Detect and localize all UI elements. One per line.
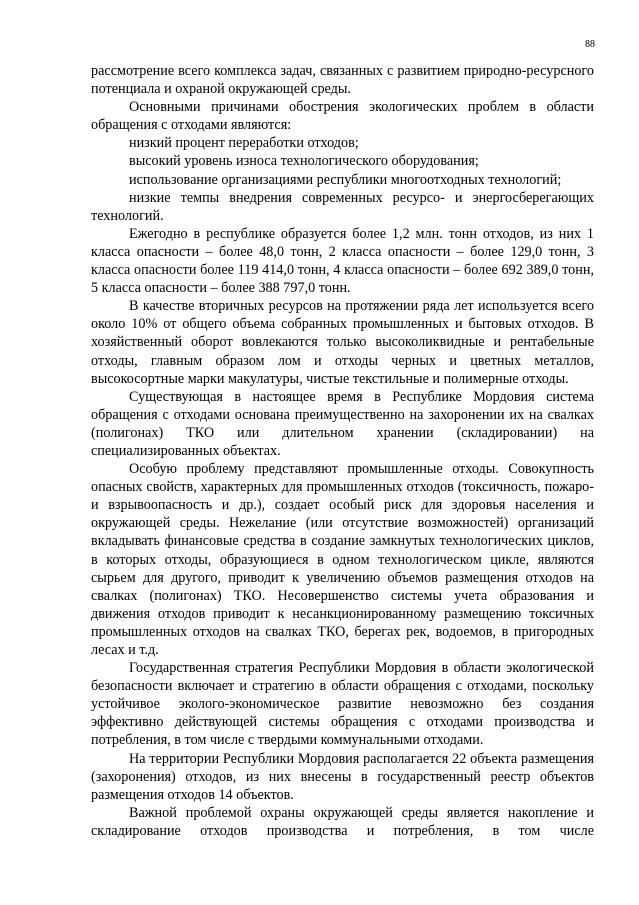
page-number: 88 [585, 39, 595, 50]
paragraph: Ежегодно в республике образуется более 1,2 млн. тонн отходов, из них 1 класса опасности – более 48,0 тонн, 2 класса опасности – более 129,0 тонн, 3 класса опасности более 119 414,0 тонн, 4 класса опасности – более 692 389,0 тонн, 5 класса опасности – более 388 797,0 тонн. [91, 225, 594, 297]
list-item: использование организациями республики многоотходных технологий; [129, 171, 562, 188]
paragraph: Важной проблемой охраны окружающей среды является накопление и складирование отходов производства и потребления, в том числе [91, 804, 594, 839]
paragraph: Государственная стратегия Республики Мордовия в области экологической безопасности включает и стратегию в области обращения с отходами, поскольку устойчивое эколого-экономическое развитие невозможно без создания эффективно действующей системы обращения с отходами производства и потребления, в том числе с твердыми коммунальными отходами. [91, 660, 594, 749]
paragraph: Особую проблему представляют промышленные отходы. Совокупность опасных свойств, характерных для промышленных отходов (токсичность, пожаро- и взрывоопасность и др.), создает особый риск для здоровья населения и окружающей среды. Нежелание (или отсутствие возможностей) организаций вкладывать финансовые средства в создание замкнутых технологических циклов, в которых отходы, образующиеся в одном технологическом цикле, являются сырьем для другого, приводит к увеличению объемов размещения отходов на свалках (полигонах) ТКО. Несовершенство системы учета образования и движения отходов приводит к несанкционированному размещению токсичных промышленных отходов на свалках ТКО, берегах рек, водоемов, в пригородных лесах и т.д. [91, 461, 594, 658]
paragraph: Основными причинами обострения экологических проблем в области обращения с отходами являются: [91, 99, 594, 134]
list-item: низкий процент переработки отходов; [129, 135, 359, 152]
list-item: высокий уровень износа технологического оборудования; [129, 153, 479, 170]
paragraph: На территории Республики Мордовия располагается 22 объекта размещения (захоронения) отходов, из них внесены в государственный реестр объектов размещения отходов 14 объектов. [91, 750, 594, 803]
paragraph: Существующая в настоящее время в Республике Мордовия система обращения с отходами основана преимущественно на захоронении их на свалках (полигонах) ТКО или длительном хранении (складировании) на специализированных объектах. [91, 388, 594, 459]
body-text [91, 62, 594, 840]
paragraph: В качестве вторичных ресурсов на протяжении ряда лет используется всего около 10% от общего объема собранных промышленных и бытовых отходов. В хозяйственный оборот вовлекаются только высоколиквидные и рентабельные отходы, главным образом лом и отходы черных и цветных металлов, высокосортные марки макулатуры, чистые текстильные и полимерные отходы. [91, 298, 594, 387]
paragraph: рассмотрение всего комплекса задач, связанных с развитием природно-ресурсного потенциала и охраной окружающей среды. [91, 63, 594, 98]
list-item: низкие темпы внедрения современных ресурсо- и энергосберегающих технологий. [91, 189, 594, 224]
